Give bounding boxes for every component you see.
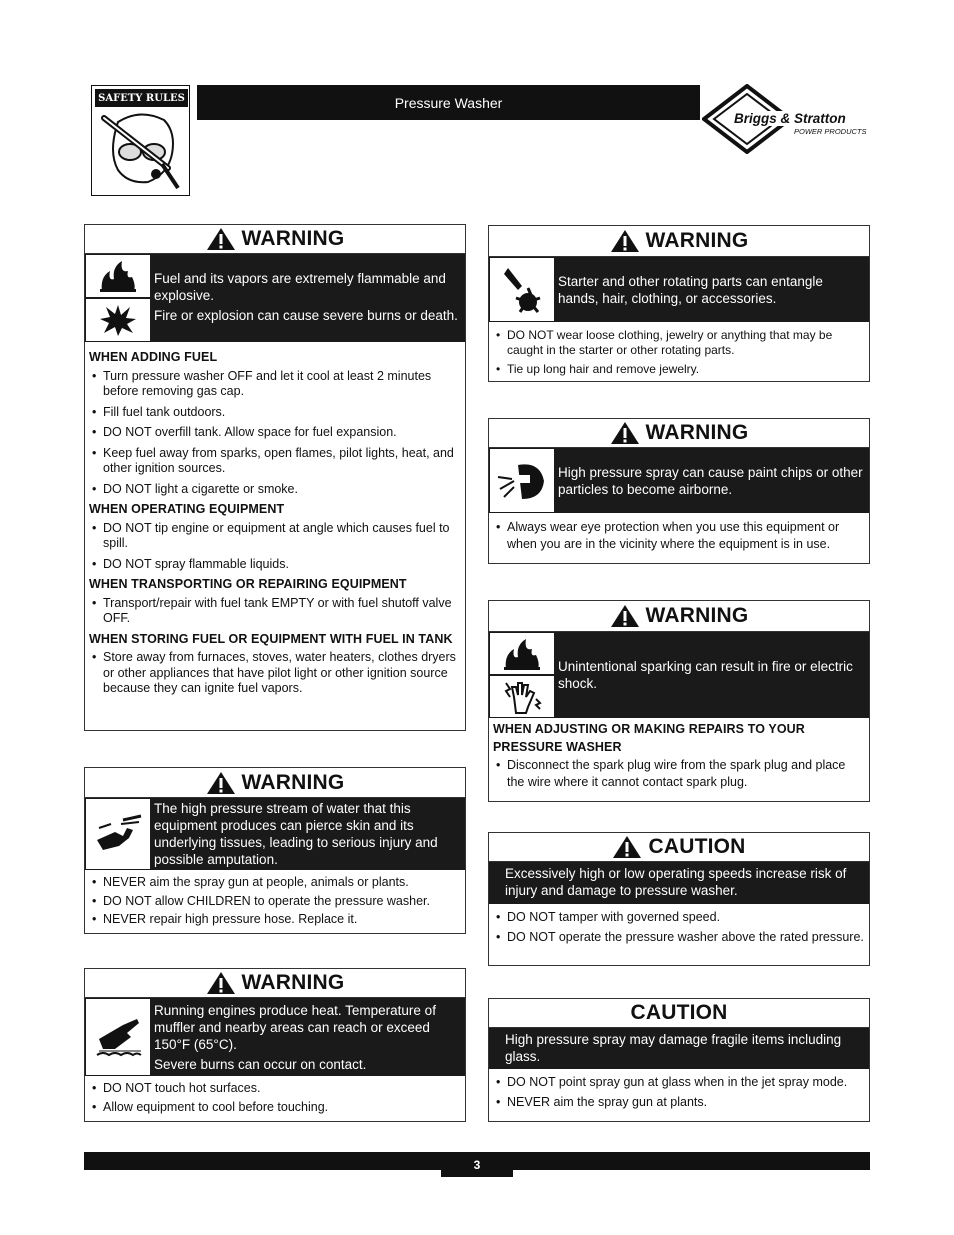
warning-heat-heading: WARNING (85, 969, 465, 998)
entanglement-icon (489, 257, 555, 322)
fire-icon (85, 254, 151, 298)
page-number: 3 (441, 1152, 513, 1177)
list-item: • DO NOT touch hot surfaces. (89, 1081, 461, 1097)
hot-surface-icon (85, 998, 151, 1076)
list-item: • DO NOT spray flammable liquids. (89, 557, 461, 573)
list-item: • Tie up long hair and remove jewelry. (493, 362, 865, 377)
list-item: • DO NOT tip engine or equipment at angle which causes fuel to spill. (89, 521, 461, 552)
caution-speed-box (488, 832, 870, 966)
alert-triangle-icon (610, 604, 640, 628)
section-heading: WHEN ADJUSTING OR MAKING REPAIRS TO YOUR PRESSURE WASHER (493, 722, 805, 754)
warning-starter-banner: Starter and other rotating parts can entangle hands, hair, clothing, or accessories. (489, 257, 869, 322)
alert-triangle-icon (206, 971, 236, 995)
warning-heat-box (84, 968, 466, 1122)
list-item: • NEVER aim the spray gun at plants. (493, 1094, 865, 1111)
safety-rules-label: SAFETY RULES (95, 89, 188, 107)
list-item: • Transport/repair with fuel tank EMPTY or with fuel shutoff valve OFF. (89, 596, 461, 627)
warning-heat-banner: Running engines produce heat. Temperature of muffler and nearby areas can reach or exceed 150°F (65°C). Severe burns can occur on contact. (85, 998, 465, 1076)
warning-spray-heading: WARNING (489, 419, 869, 448)
hand-injection-icon (85, 798, 151, 870)
section-heading: WHEN OPERATING EQUIPMENT (89, 502, 285, 516)
list-item: • DO NOT light a cigarette or smoke. (89, 482, 461, 498)
warning-spark-box (488, 600, 870, 802)
list-item: • DO NOT overfill tank. Allow space for fuel expansion. (89, 425, 461, 441)
explosion-icon (85, 298, 151, 342)
caution-glass-heading: CAUTION (489, 999, 869, 1028)
alert-triangle-icon (206, 771, 236, 795)
list-item: • DO NOT point spray gun at glass when in the jet spray mode. (493, 1074, 865, 1091)
caution-speed-banner: Excessively high or low operating speeds increase risk of injury and damage to pressure washer. (489, 862, 869, 904)
header-title: Pressure Washer (394, 94, 503, 111)
warning-fuel-heading: WARNING (85, 225, 465, 254)
warning-heat-body (85, 1076, 465, 1122)
warning-spray-banner: High pressure spray can cause paint chips or other particles to become airborne. (489, 448, 869, 513)
warning-stream-heading: WARNING (85, 768, 465, 798)
brand-name: Briggs & Stratton (734, 111, 846, 126)
list-item: • Disconnect the spark plug wire from the spark plug and place the wire where it cannot contact spark plug. (493, 757, 865, 791)
warning-fuel-body (85, 342, 465, 706)
electric-shock-icon (489, 675, 555, 718)
header-title-bar (197, 85, 700, 120)
safety-rules-logo (91, 85, 190, 196)
section-heading: WHEN STORING FUEL OR EQUIPMENT WITH FUEL IN TANK (89, 631, 453, 646)
warning-fuel-box (84, 224, 466, 731)
warning-stream-box (84, 767, 466, 934)
warning-spark-banner: Unintentional sparking can result in fire or electric shock. (489, 632, 869, 718)
warning-spray-box (488, 418, 870, 564)
warning-starter-box (488, 225, 870, 382)
warning-spark-heading: WARNING (489, 601, 869, 632)
list-item: • DO NOT operate the pressure washer above the rated pressure. (493, 929, 865, 946)
caution-glass-box (488, 998, 870, 1122)
caution-glass-banner: High pressure spray may damage fragile items including glass. (489, 1028, 869, 1069)
list-item: • NEVER repair high pressure hose. Replace it. (89, 912, 461, 928)
alert-triangle-icon (206, 227, 236, 251)
list-item: • DO NOT wear loose clothing, jewelry or anything that may be caught in the starter or other rotating parts. (493, 328, 865, 358)
eye-protection-icon (489, 448, 555, 513)
list-item: • Store away from furnaces, stoves, water heaters, clothes dryers or other appliances that have pilot light or other ignition source because they can ignite fuel vapors. (89, 650, 461, 697)
section-heading: WHEN ADDING FUEL (89, 350, 218, 364)
list-item: • Allow equipment to cool before touching. (89, 1100, 461, 1116)
list-item: • DO NOT allow CHILDREN to operate the pressure washer. (89, 894, 461, 910)
alert-triangle-icon (612, 835, 642, 859)
list-item: • DO NOT tamper with governed speed. (493, 909, 865, 926)
list-item: • Always wear eye protection when you use this equipment or when you are in the vicinity where the equipment is in use. (493, 519, 865, 553)
warning-starter-heading: WARNING (489, 226, 869, 257)
warning-fuel-banner: Fuel and its vapors are extremely flammable and explosive. Fire or explosion can cause severe burns or death. (85, 254, 465, 342)
warning-stream-body (85, 870, 465, 935)
caution-speed-heading: CAUTION (489, 833, 869, 862)
list-item: • NEVER aim the spray gun at people, animals or plants. (89, 875, 461, 891)
fire-icon (489, 632, 555, 675)
list-item: • Turn pressure washer OFF and let it cool at least 2 minutes before removing gas cap. (89, 369, 461, 400)
caution-glass-body (489, 1069, 869, 1120)
brand-subtitle: POWER PRODUCTS (794, 127, 867, 136)
warning-spray-body (489, 513, 869, 562)
warning-starter-body (489, 322, 869, 386)
safety-person-icon (98, 108, 184, 192)
section-heading: WHEN TRANSPORTING OR REPAIRING EQUIPMENT (89, 577, 407, 591)
caution-speed-body (489, 904, 869, 955)
alert-triangle-icon (610, 421, 640, 445)
brand-logo (702, 84, 870, 154)
warning-stream-banner: The high pressure stream of water that this equipment produces can pierce skin and its underlying tissues, leading to serious injury and possible amputation. (85, 798, 465, 870)
list-item: • Fill fuel tank outdoors. (89, 405, 461, 421)
list-item: • Keep fuel away from sparks, open flames, pilot lights, heat, and other ignition sources. (89, 446, 461, 477)
alert-triangle-icon (610, 229, 640, 253)
warning-spark-body (489, 718, 869, 800)
